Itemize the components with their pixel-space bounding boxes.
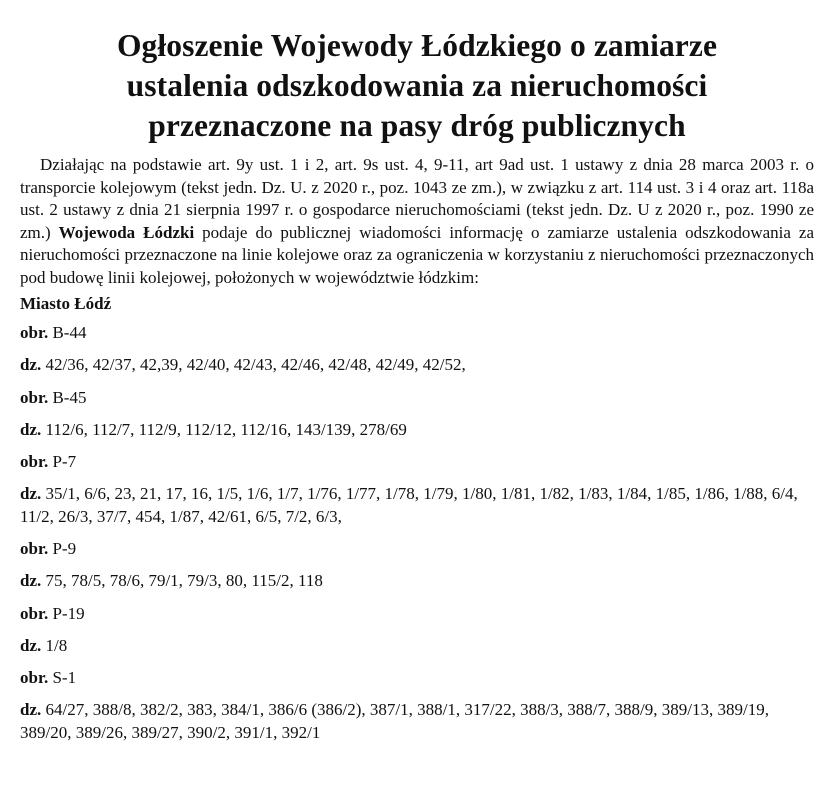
title-line: ustalenia odszkodowania za nieruchomości (126, 68, 708, 103)
precinct-value: B-45 (52, 387, 87, 407)
intro-text-after: podaje do publicznej wiadomości informację o zamiarze ustalenia odszkodowania za nieruchomości przeznaczone na linie kolejowe oraz za ograniczenia w korzystaniu z nieruchomości przeznaczonych pod budowę linii kolejowej, położonych w województwie łódzkim: (20, 222, 814, 287)
intro-paragraph (20, 154, 814, 289)
precinct-label: obr. (20, 323, 49, 342)
precinct-line (20, 451, 814, 474)
precinct-line (20, 387, 814, 410)
precinct-section (20, 387, 814, 442)
precinct-value: P-9 (52, 539, 77, 558)
parcels-value: 42/36, 42/37, 42,39, 42/40, 42/43, 42/46, 42/48, 42/49, 42/52, (45, 355, 466, 374)
parcels-value: 35/1, 6/6, 23, 21, 17, 16, 1/5, 1/6, 1/7, 1/76, 1/77, 1/78, 1/79, 1/80, 1/81, 1/82, 1/83, 1/84, 1/85, 1/86, 1/88, 6/4, 11/2, 26/3, 37/7, 454, 1/87, 42/61, 6/5, 7/2, 6/3, (20, 484, 798, 526)
precinct-value: B-44 (52, 323, 87, 342)
precinct-section (20, 538, 814, 593)
precinct-section (20, 322, 814, 377)
announcement-title (20, 26, 814, 146)
precinct-line (20, 603, 814, 626)
precinct-line (20, 667, 814, 690)
precinct-label: obr. (20, 539, 49, 558)
intro-authority-name: Wojewoda Łódzki (58, 222, 195, 242)
title-line: przeznaczone na pasy dróg publicznych (148, 108, 686, 143)
precinct-line (20, 538, 814, 561)
parcels-line (20, 354, 814, 377)
precinct-label: obr. (20, 668, 49, 687)
parcels-label: dz. (20, 355, 42, 374)
parcels-line (20, 570, 814, 593)
parcels-value: 75, 78/5, 78/6, 79/1, 79/3, 80, 115/2, 118 (45, 571, 323, 590)
precinct-label: obr. (20, 452, 49, 471)
parcels-label: dz. (20, 700, 42, 719)
parcels-line (20, 699, 814, 744)
precinct-value: P-7 (52, 452, 77, 471)
precinct-label: obr. (20, 603, 49, 623)
precinct-section (20, 451, 814, 528)
city-heading: Miasto Łódź (20, 294, 112, 313)
precinct-label: obr. (20, 387, 49, 407)
parcels-label: dz. (20, 419, 42, 439)
title-line: Ogłoszenie Wojewody Łódzkiego o zamiarze (116, 28, 718, 63)
precinct-value: S-1 (52, 668, 77, 687)
precinct-section (20, 603, 814, 658)
parcels-value: 1/8 (45, 635, 68, 655)
parcels-label: dz. (20, 635, 42, 655)
parcels-line (20, 483, 814, 528)
parcels-label: dz. (20, 484, 42, 503)
parcels-label: dz. (20, 571, 42, 590)
intro-text-before: Działając na podstawie art. 9y ust. 1 i 2, art. 9s ust. 4, 9-11, art 9ad ust. 1 ustawy z dnia 28 marca 2003 r. o transporcie kolejowym (tekst jedn. Dz. U. z 2020 r., poz. 1043 ze zm.), w związku z art. 114 ust. 3 i 4 oraz art. 118a ust. 2 ustawy z dnia 21 sierpnia 1997 r. o gospodarce nieruchomościami (tekst jedn. Dz. U z 2020 r., poz. 1990 ze zm.) (20, 155, 814, 242)
parcels-value: 64/27, 388/8, 382/2, 383, 384/1, 386/6 (386/2), 387/1, 388/1, 317/22, 388/3, 388/7, 388/9, 389/13, 389/19, 389/20, 389/26, 389/27, 390/2, 391/1, 392/1 (20, 700, 769, 742)
precinct-value: P-19 (52, 603, 85, 623)
parcels-line (20, 635, 814, 658)
precinct-list (20, 322, 814, 744)
precinct-section (20, 667, 814, 744)
parcels-line (20, 419, 814, 442)
precinct-line (20, 322, 814, 345)
parcels-value: 112/6, 112/7, 112/9, 112/12, 112/16, 143/139, 278/69 (45, 419, 407, 439)
